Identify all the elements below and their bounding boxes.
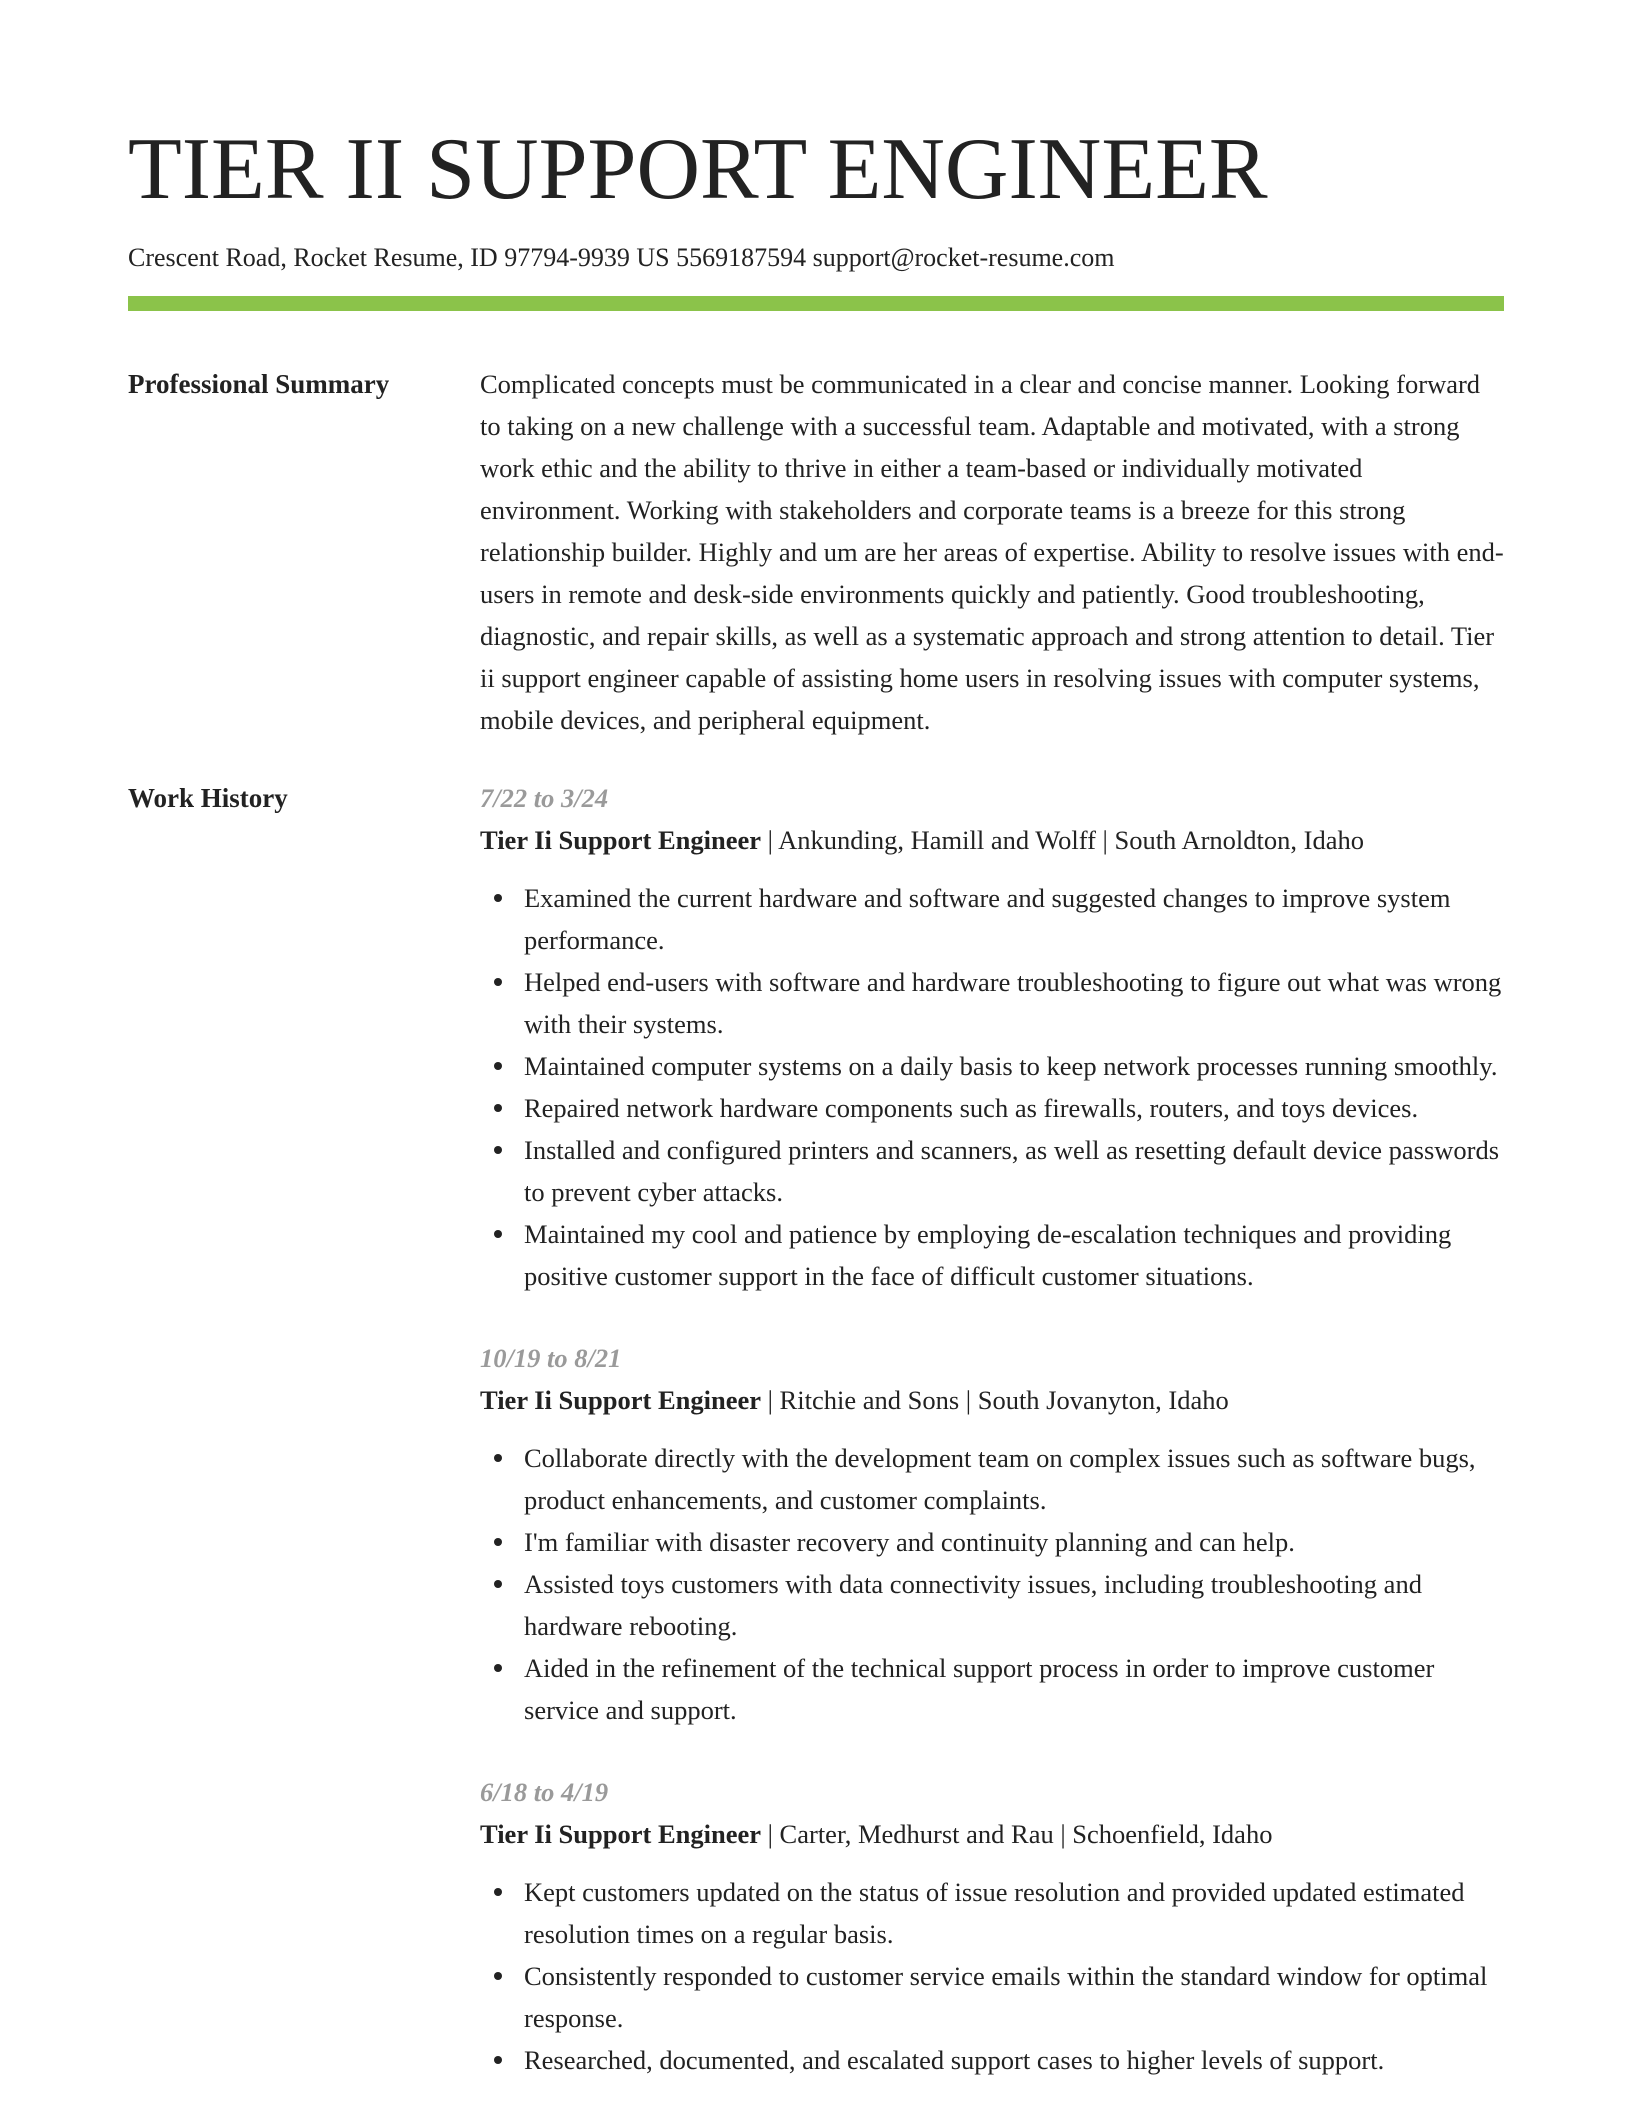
bullet-dot-icon — [494, 1888, 502, 1896]
professional-summary-section — [128, 363, 1504, 741]
list-item — [480, 1647, 1504, 1731]
job-entry — [480, 1771, 1504, 2081]
list-item — [480, 1129, 1504, 1213]
bullet-dot-icon — [494, 1538, 502, 1546]
job-dates: 6/18 to 4/19 — [480, 1777, 609, 1807]
job-bullet-list — [480, 1871, 1504, 2081]
job-title: Tier Ii Support Engineer — [480, 1385, 761, 1415]
list-item — [480, 961, 1504, 1045]
job-title-line — [480, 1379, 1504, 1421]
job-title-line — [480, 819, 1504, 861]
resume-page — [128, 118, 1504, 2112]
bullet-dot-icon — [494, 1454, 502, 1462]
job-dates: 7/22 to 3/24 — [480, 783, 609, 813]
bullet-dot-icon — [494, 1062, 502, 1070]
job-employer-location: | Carter, Medhurst and Rau | Schoenfield, Idaho — [761, 1819, 1273, 1849]
accent-divider — [128, 296, 1504, 311]
bullet-text: Installed and configured printers and scanners, as well as resetting default device passwords to prevent cyber attacks. — [524, 1135, 1500, 1207]
list-item — [480, 2039, 1504, 2081]
bullet-text: Maintained computer systems on a daily basis to keep network processes running smoothly. — [524, 1051, 1498, 1081]
bullet-text: Aided in the refinement of the technical support process in order to improve customer service and support. — [524, 1653, 1435, 1725]
bullet-text: Consistently responded to customer service emails within the standard window for optimal response. — [524, 1961, 1488, 2033]
contact-line: Crescent Road, Rocket Resume, ID 97794-9939 US 5569187594 support@rocket-resume.com — [128, 243, 1115, 272]
bullet-dot-icon — [494, 1146, 502, 1154]
resume-name-heading: TIER II SUPPORT ENGINEER — [128, 121, 1268, 218]
bullet-dot-icon — [494, 2056, 502, 2064]
bullet-text: Collaborate directly with the development team on complex issues such as software bugs, product enhancements, and customer complaints. — [524, 1443, 1476, 1515]
bullet-dot-icon — [494, 978, 502, 986]
list-item — [480, 1955, 1504, 2039]
job-bullet-list — [480, 1437, 1504, 1731]
work-history-list — [480, 777, 1504, 2112]
bullet-dot-icon — [494, 1972, 502, 1980]
job-employer-location: | Ritchie and Sons | South Jovanyton, Idaho — [761, 1385, 1229, 1415]
bullet-text: Helped end-users with software and hardware troubleshooting to figure out what was wrong with their systems. — [524, 967, 1502, 1039]
section-label-work-history: Work History — [128, 783, 288, 813]
bullet-text: Researched, documented, and escalated support cases to higher levels of support. — [524, 2045, 1385, 2075]
section-label-summary: Professional Summary — [128, 369, 390, 399]
summary-text: Complicated concepts must be communicated in a clear and concise manner. Looking forward to taking on a new challenge with a successful team. Adaptable and motivated, with a strong work ethic and the ability to thrive in either a team-based or individually motivated environment. Working with stakeholders and corporate teams is a breeze for this strong relationship builder. Highly and um are her areas of expertise. Ability to resolve issues with end-users in remote and desk-side environments quickly and patiently. Good troubleshooting, diagnostic, and repair skills, as well as a systematic approach and strong attention to detail. Tier ii support engineer capable of assisting home users in resolving issues with computer systems, mobile devices, and peripheral equipment. — [480, 369, 1504, 735]
list-item — [480, 1437, 1504, 1521]
job-dates: 10/19 to 8/21 — [480, 1343, 622, 1373]
list-item — [480, 1087, 1504, 1129]
job-bullet-list — [480, 877, 1504, 1297]
bullet-dot-icon — [494, 1230, 502, 1238]
job-title: Tier Ii Support Engineer — [480, 825, 761, 855]
bullet-dot-icon — [494, 1664, 502, 1672]
bullet-text: Maintained my cool and patience by employing de-escalation techniques and providing positive customer support in the face of difficult customer situations. — [524, 1219, 1452, 1291]
job-entry — [480, 777, 1504, 1297]
list-item — [480, 1871, 1504, 1955]
bullet-dot-icon — [494, 1104, 502, 1112]
bullet-dot-icon — [494, 1580, 502, 1588]
bullet-text: Assisted toys customers with data connectivity issues, including troubleshooting and hardware rebooting. — [524, 1569, 1422, 1641]
bullet-text: Repaired network hardware components such as firewalls, routers, and toys devices. — [524, 1093, 1419, 1123]
list-item — [480, 1045, 1504, 1087]
work-history-section — [128, 777, 1504, 2112]
bullet-dot-icon — [494, 894, 502, 902]
list-item — [480, 1521, 1504, 1563]
bullet-text: Kept customers updated on the status of issue resolution and provided updated estimated resolution times on a regular basis. — [524, 1877, 1465, 1949]
job-employer-location: | Ankunding, Hamill and Wolff | South Arnoldton, Idaho — [761, 825, 1364, 855]
job-title: Tier Ii Support Engineer — [480, 1819, 761, 1849]
list-item — [480, 1563, 1504, 1647]
bullet-text: Examined the current hardware and software and suggested changes to improve system performance. — [524, 883, 1451, 955]
job-entry — [480, 1337, 1504, 1731]
job-title-line — [480, 1813, 1504, 1855]
list-item — [480, 1213, 1504, 1297]
list-item — [480, 877, 1504, 961]
bullet-text: I'm familiar with disaster recovery and continuity planning and can help. — [524, 1527, 1295, 1557]
